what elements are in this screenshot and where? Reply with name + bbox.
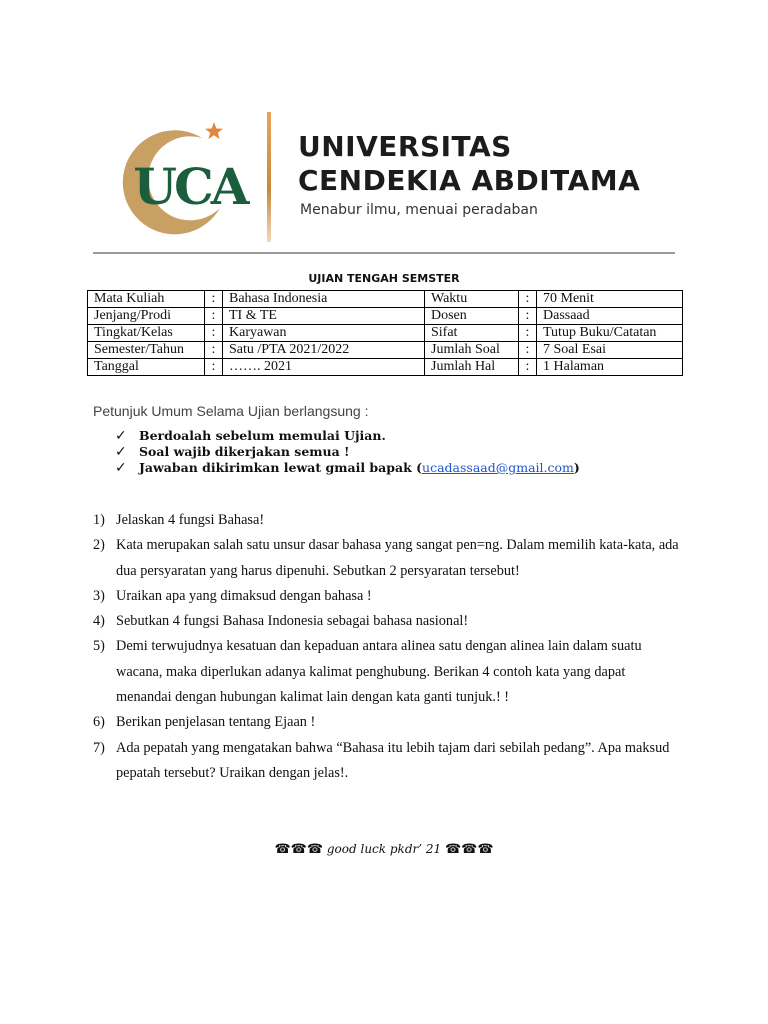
info-colon: : (519, 325, 537, 342)
info-value: 1 Halaman (537, 359, 683, 376)
footer-note (0, 842, 768, 857)
info-colon: : (519, 291, 537, 308)
info-label: Jumlah Soal (425, 342, 519, 359)
instruction-text: Jawaban dikirimkan lewat gmail bapak ( (139, 460, 423, 475)
instructions-list (115, 428, 580, 476)
question-item (93, 533, 683, 584)
info-value: 7 Soal Esai (537, 342, 683, 359)
info-colon: : (205, 325, 223, 342)
info-value: Satu /PTA 2021/2022 (223, 342, 425, 359)
question-text: Berikan penjelasan tentang Ejaan ! (116, 714, 316, 731)
question-text: Ada pepatah yang mengatakan bahwa “Bahasa itu lebih tajam dari sebilah pedang”. Apa maksud pepatah tersebut? Uraikan dengan jelas!. (116, 739, 670, 781)
question-item (93, 609, 683, 634)
university-logo (110, 110, 250, 240)
question-text: Jelaskan 4 fungsi Bahasa! (116, 512, 265, 528)
info-value: ……. 2021 (223, 359, 425, 376)
header-rule (93, 252, 675, 254)
question-item (93, 710, 683, 735)
header-divider (267, 112, 271, 242)
instruction-item (115, 460, 580, 476)
university-tagline: Menabur ilmu, menuai peradaban (300, 202, 538, 218)
question-number: 4) (93, 613, 105, 630)
info-value: Dassaad (537, 308, 683, 325)
info-colon: : (519, 308, 537, 325)
info-row (88, 342, 683, 359)
info-label: Jumlah Hal (425, 359, 519, 376)
question-number: 1) (93, 512, 105, 528)
info-label: Mata Kuliah (88, 291, 205, 308)
instruction-text: ) (573, 460, 580, 475)
checkmark-icon: ✓ (115, 460, 127, 476)
info-label: Tingkat/Kelas (88, 325, 205, 342)
question-item (93, 584, 683, 609)
exam-title: UJIAN TENGAH SEMSTER (308, 272, 460, 285)
info-row (88, 291, 683, 308)
question-number: 7) (93, 739, 105, 756)
info-label: Sifat (425, 325, 519, 342)
info-row (88, 359, 683, 376)
info-colon: : (519, 342, 537, 359)
exam-info-table (87, 290, 683, 376)
instruction-item (115, 428, 580, 444)
instruction-text: Soal wajib dikerjakan semua ! (139, 444, 350, 459)
info-label: Waktu (425, 291, 519, 308)
email-link[interactable]: ucadassaad@gmail.com (422, 460, 574, 475)
info-colon: : (205, 308, 223, 325)
instructions-heading: Petunjuk Umum Selama Ujian berlangsung : (93, 403, 369, 419)
question-text: Uraikan apa yang dimaksud dengan bahasa ! (116, 587, 372, 604)
info-label: Semester/Tahun (88, 342, 205, 359)
question-text: Kata merupakan salah satu unsur dasar bahasa yang sangat pen=ng. Dalam memilih kata-kata, ada dua persyaratan yang harus dipenuhi. Sebutkan 2 persyaratan tersebut! (116, 537, 679, 579)
university-name-line2: CENDEKIA ABDITAMA (298, 164, 641, 197)
university-name-line1: UNIVERSITAS (298, 130, 512, 163)
question-number: 2) (93, 537, 105, 554)
instruction-item (115, 444, 580, 460)
info-colon: : (519, 359, 537, 376)
footer-text: good luck pkdr’ 21 (323, 842, 445, 856)
question-number: 5) (93, 638, 105, 655)
info-colon: : (205, 342, 223, 359)
info-row (88, 308, 683, 325)
question-number: 3) (93, 587, 105, 604)
info-value: Tutup Buku/Catatan (537, 325, 683, 342)
instruction-text: Berdoalah sebelum memulai Ujian. (139, 428, 386, 443)
university-header (110, 110, 650, 250)
phone-icon: ☎☎☎ (444, 842, 494, 857)
info-value: Karyawan (223, 325, 425, 342)
question-text: Sebutkan 4 fungsi Bahasa Indonesia sebagai bahasa nasional! (116, 613, 469, 630)
question-item (93, 634, 683, 710)
info-label: Dosen (425, 308, 519, 325)
info-colon: : (205, 359, 223, 376)
question-item (93, 508, 683, 533)
info-label: Jenjang/Prodi (88, 308, 205, 325)
info-value: 70 Menit (537, 291, 683, 308)
info-label: Tanggal (88, 359, 205, 376)
phone-icon: ☎☎☎ (274, 842, 324, 857)
info-colon: : (205, 291, 223, 308)
info-row (88, 325, 683, 342)
question-text: Demi terwujudnya kesatuan dan kepaduan antara alinea satu dengan alinea lain dalam suatu wacana, maka diperlukan adanya kalimat penghubung. Berikan 4 contoh kata yang dapat menandai dengan hubungan kalimat lain dengan kata ganti tunjuk.! ! (116, 638, 642, 706)
checkmark-icon: ✓ (115, 428, 127, 444)
checkmark-icon: ✓ (115, 444, 127, 460)
info-value: TI & TE (223, 308, 425, 325)
info-value: Bahasa Indonesia (223, 291, 425, 308)
questions-list (93, 508, 683, 786)
question-number: 6) (93, 714, 105, 731)
svg-text:UCA: UCA (133, 157, 247, 216)
question-item (93, 736, 683, 787)
